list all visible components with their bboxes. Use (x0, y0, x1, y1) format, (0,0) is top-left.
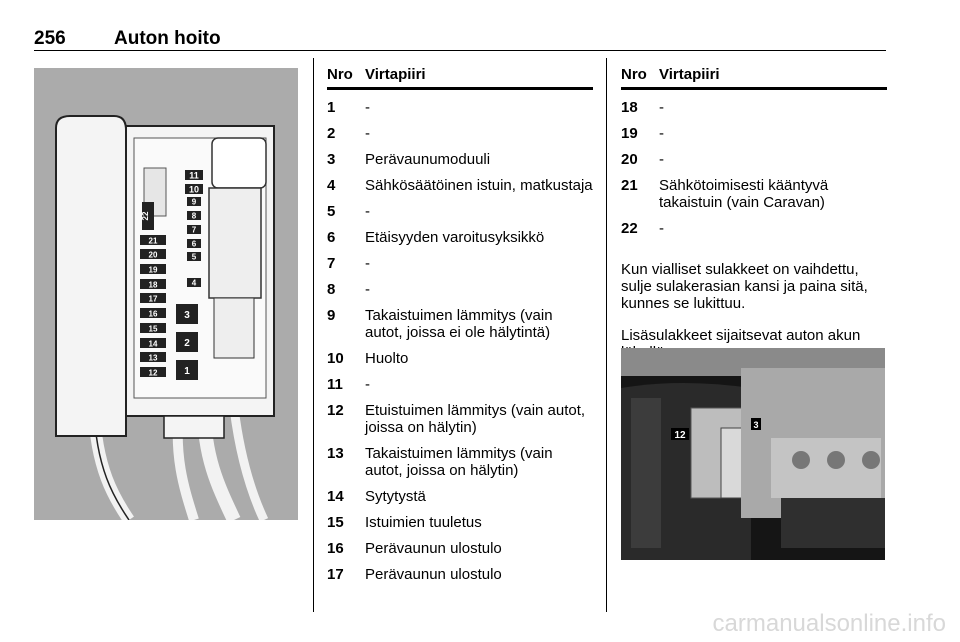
table-row (327, 514, 593, 531)
svg-text:15: 15 (148, 324, 158, 334)
table-row (621, 220, 887, 237)
fuse-number: 14 (327, 488, 344, 505)
circuit-description: - (365, 255, 370, 272)
column-circuit: Virtapiiri (659, 66, 720, 83)
fuse-21 (140, 235, 166, 246)
fuse-number: 13 (327, 445, 344, 462)
fuse-10 (185, 184, 203, 195)
watermark: carmanualsonline.info (712, 610, 946, 637)
note-paragraph: Kun vialliset sulakkeet on vaihdettu, sulje sulakerasian kansi ja paina sitä, kunnes se lukittuu. (621, 261, 868, 312)
column-no: Nro (327, 66, 353, 83)
circuit-description: Etäisyyden varoitusyksikkö (365, 229, 545, 246)
circuit-description: - (365, 376, 370, 393)
fuse-number: 1 (327, 99, 336, 116)
table-row (327, 203, 593, 220)
svg-text:3: 3 (184, 310, 190, 321)
fuse-6 (187, 239, 201, 249)
fuse-20 (140, 249, 166, 260)
circuit-description: - (365, 125, 370, 142)
circuit-description: Etuistuimen lämmitys (vain autot, joissa on hälytin) (365, 402, 586, 436)
fuse-number: 19 (621, 125, 638, 142)
svg-text:11: 11 (189, 170, 199, 181)
page-number: 256 (34, 28, 66, 49)
table-row (327, 255, 593, 272)
fuse-12 (140, 367, 166, 378)
circuit-description: Huolto (365, 350, 409, 367)
svg-text:4: 4 (191, 278, 197, 288)
fuse-9 (187, 197, 201, 207)
svg-text:12: 12 (148, 368, 158, 378)
circuit-description: Sähkötoimisesti kääntyvä takaistuin (vain Caravan) (659, 177, 829, 211)
fuse-number: 3 (327, 151, 336, 168)
fuse-number: 4 (327, 177, 336, 194)
svg-text:17: 17 (148, 294, 158, 304)
table-row (327, 350, 593, 367)
svg-text:9: 9 (191, 197, 197, 207)
circuit-description: - (659, 151, 664, 168)
fuse-number: 18 (621, 99, 638, 116)
fuse-11 (185, 170, 203, 181)
fuse-15 (140, 323, 166, 334)
svg-text:13: 13 (148, 353, 158, 363)
svg-text:16: 16 (148, 309, 158, 319)
fuse-7 (187, 225, 201, 235)
table-row (621, 125, 887, 142)
fuse-8 (187, 211, 201, 221)
fuse-number: 17 (327, 566, 344, 583)
table-row (327, 445, 593, 479)
fuse-number: 8 (327, 281, 336, 298)
table-row (327, 177, 593, 194)
column-divider (313, 58, 314, 612)
battery-fuse-photo (621, 348, 885, 560)
svg-text:1: 1 (184, 366, 190, 377)
fuse-3 (176, 304, 198, 324)
fuse-22 (141, 202, 154, 230)
fuse-table-right (621, 66, 887, 376)
circuit-description: Perävaunumoduuli (365, 151, 491, 168)
fuse-number: 20 (621, 151, 638, 168)
svg-text:19: 19 (148, 265, 158, 275)
circuit-description: - (659, 99, 664, 116)
table-row (621, 177, 887, 211)
circuit-description: Sytytystä (365, 488, 426, 505)
fuse-number: 12 (327, 402, 344, 419)
fuse-18 (140, 279, 166, 290)
fuse-19 (140, 264, 166, 275)
table-header (327, 66, 593, 90)
svg-text:3: 3 (753, 420, 759, 430)
svg-text:22: 22 (141, 211, 150, 221)
fuse-5 (187, 252, 201, 262)
circuit-description: - (365, 281, 370, 298)
table-row (327, 402, 593, 436)
svg-text:2: 2 (184, 338, 190, 349)
circuit-description: Istuimien tuuletus (365, 514, 482, 531)
fuse-number: 9 (327, 307, 336, 324)
table-header (621, 66, 887, 90)
fuse-2 (176, 332, 198, 352)
photo-fuse-label-3 (751, 418, 761, 430)
column-no: Nro (621, 66, 647, 83)
fuse-box-illustration (34, 68, 298, 520)
fuse-14 (140, 338, 166, 349)
svg-text:12: 12 (674, 430, 686, 441)
fuse-number: 15 (327, 514, 344, 531)
circuit-description: Perävaunun ulostulo (365, 540, 502, 557)
svg-text:7: 7 (191, 225, 197, 235)
column-circuit: Virtapiiri (365, 66, 426, 83)
svg-text:6: 6 (191, 239, 197, 249)
page-header (34, 28, 886, 51)
fuse-13 (140, 352, 166, 363)
circuit-description: Perävaunun ulostulo (365, 566, 502, 583)
fuse-number: 22 (621, 220, 638, 237)
table-row (327, 99, 593, 116)
table-row (327, 376, 593, 393)
svg-text:20: 20 (148, 250, 158, 260)
table-row (621, 151, 887, 168)
circuit-description: Takaistuimen lämmitys (vain autot, joissa ei ole hälytintä) (365, 307, 553, 341)
fuse-4 (187, 278, 201, 288)
svg-text:10: 10 (188, 184, 200, 195)
fuse-1 (176, 360, 198, 380)
circuit-description: Sähkösäätöinen istuin, matkustaja (365, 177, 593, 194)
table-row (621, 99, 887, 116)
fuse-16 (140, 308, 166, 319)
svg-text:18: 18 (148, 280, 158, 290)
fuse-table-left (327, 66, 593, 583)
photo-fuse-label-12 (671, 428, 689, 441)
circuit-description: - (659, 220, 664, 237)
svg-text:5: 5 (191, 252, 197, 262)
svg-text:14: 14 (148, 339, 158, 349)
fuse-number: 2 (327, 125, 336, 142)
fuse-number: 10 (327, 350, 344, 367)
table-row (327, 540, 593, 557)
fuse-17 (140, 293, 166, 304)
section-title: Auton hoito (114, 28, 221, 49)
fuse-number: 6 (327, 229, 336, 246)
table-row (327, 125, 593, 142)
circuit-description: - (659, 125, 664, 142)
fuse-number: 7 (327, 255, 336, 272)
fuse-number: 21 (621, 177, 638, 194)
svg-text:21: 21 (148, 236, 158, 246)
svg-text:8: 8 (191, 211, 197, 221)
note-paragraph: Lisäsulakkeet sijaitsevat auton akun (621, 327, 861, 344)
table-row (327, 566, 593, 583)
circuit-description: - (365, 203, 370, 220)
table-row (327, 488, 593, 505)
fuse-number: 11 (327, 376, 343, 393)
column-divider (606, 58, 607, 612)
table-row (327, 281, 593, 298)
fuse-number: 5 (327, 203, 336, 220)
circuit-description: - (365, 99, 370, 116)
table-row (327, 151, 593, 168)
table-row (327, 307, 593, 341)
fuse-number: 16 (327, 540, 344, 557)
table-row (327, 229, 593, 246)
circuit-description: Takaistuimen lämmitys (vain autot, joissa on hälytin) (365, 445, 553, 479)
